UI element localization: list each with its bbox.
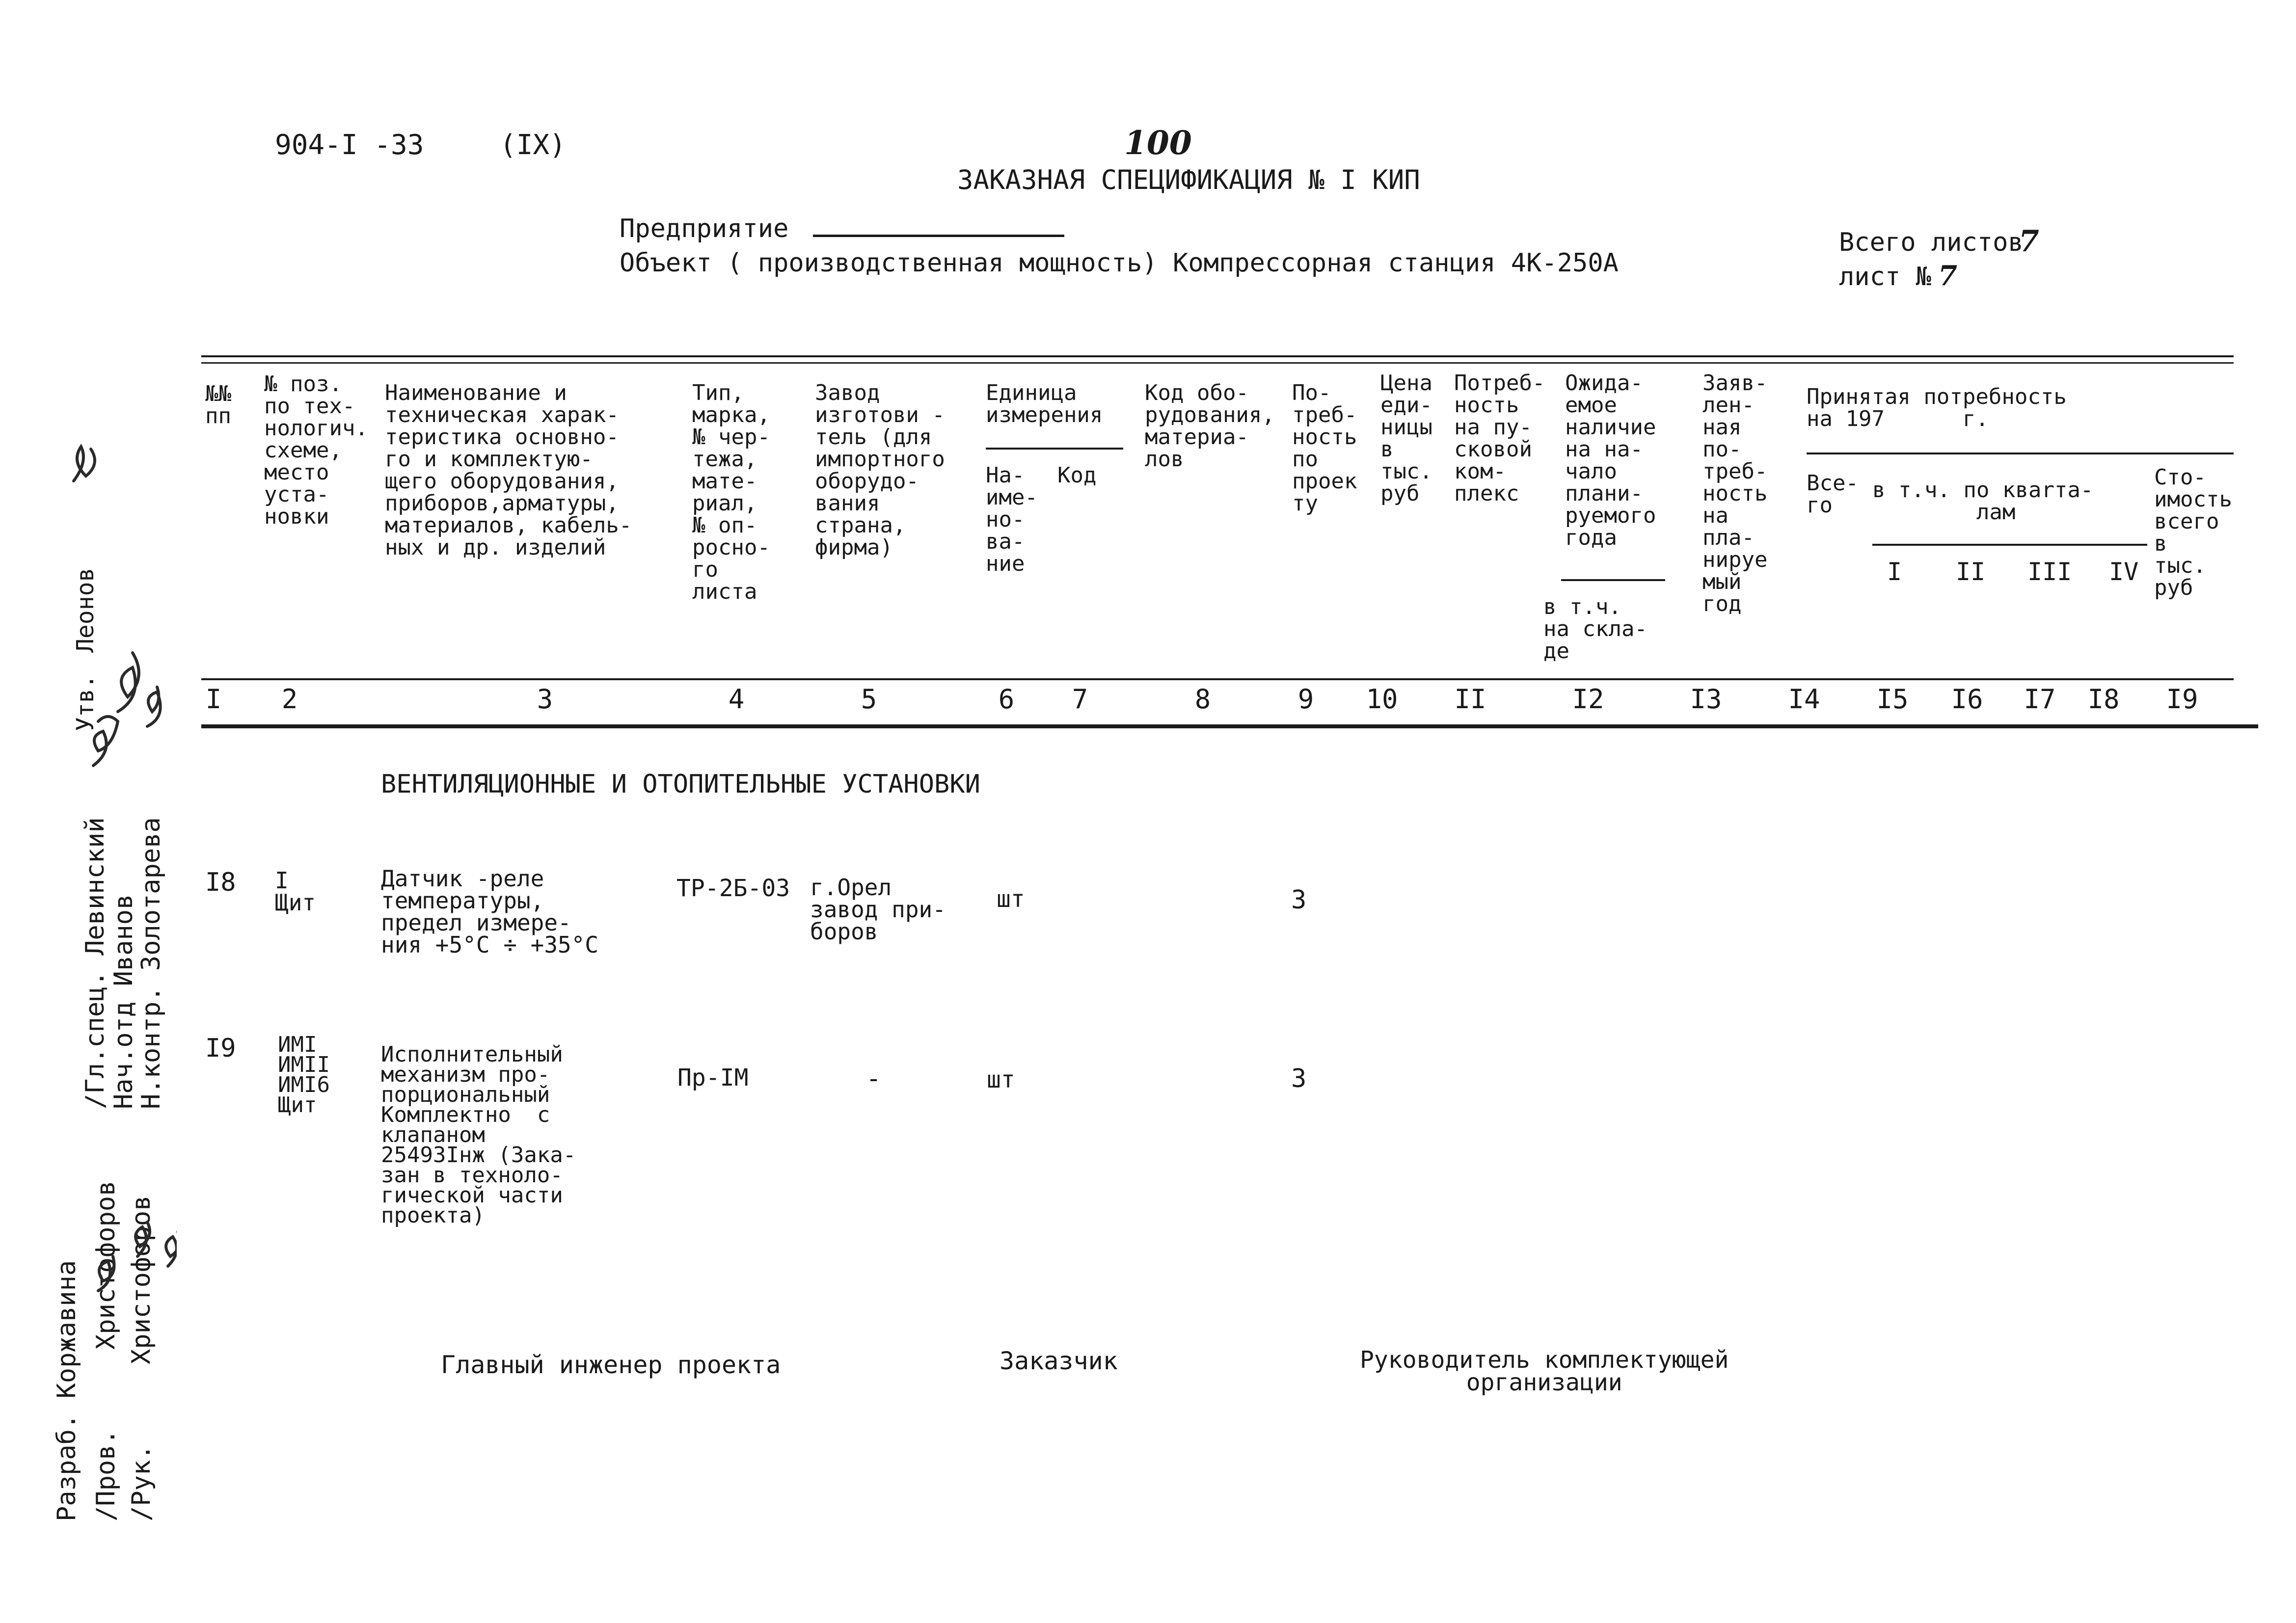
header-col-3: Наименование и техническая харак- теристика основно- го и комплектую- щего оборудования, приборов,арматуры, материалов, кабель- ных и др. изделий — [385, 380, 632, 560]
column-number: I3 — [1690, 684, 1722, 715]
row-unit: шт — [997, 885, 1025, 913]
customer-label: Заказчик — [999, 1347, 1118, 1375]
header-col-4: Тип, марка, № чер- тежа, мате- риал, № оп- росно- го листа — [692, 380, 770, 604]
column-number: 4 — [728, 684, 745, 715]
stamp-developer: Разраб. Коржавина — [52, 1260, 81, 1521]
header-col-15: I — [1887, 558, 1902, 586]
row-name: Исполнительный механизм про- порциональный Комплектно с клапаном 25493Iнж (Зака- зан в техноло- гической части проекта) — [381, 1042, 576, 1228]
page-number: 100 — [1124, 124, 1192, 162]
row-manufacturer: - — [866, 1064, 882, 1093]
row-quantity: 3 — [1291, 1064, 1307, 1093]
col-12-sub-rule — [1561, 579, 1665, 581]
numbers-top-rule — [201, 678, 2234, 680]
header-col-7: Код — [1057, 463, 1097, 488]
enterprise-label: Предприятие — [620, 214, 789, 243]
document-title: ЗАКАЗНАЯ СПЕЦИФИКАЦИЯ № I КИП — [957, 164, 1420, 195]
row-unit: шт — [987, 1066, 1015, 1093]
header-col-19: Сто- имость всего в тыс. руб — [2154, 465, 2232, 600]
signature-mark — [74, 447, 95, 481]
header-col-1: №№ пп — [205, 381, 231, 428]
row-name: Датчик -реле температуры, предел измере- ния +5°С ÷ +35°С — [381, 865, 599, 958]
enterprise-blank-line — [813, 235, 1064, 237]
row-number: I8 — [205, 868, 236, 897]
stamp-head-name: Христофоров — [127, 1195, 156, 1364]
chief-engineer-label: Главный инженер проекта — [441, 1351, 781, 1379]
column-number: 7 — [1072, 684, 1088, 715]
row-type: Пр-IМ — [677, 1064, 749, 1091]
header-col-8: Код обо- рудования, материа- лов — [1145, 380, 1275, 472]
signature-mark — [135, 1222, 150, 1256]
stamp-approved-label: Утв. — [72, 674, 99, 731]
document-code: 904-I -33 — [275, 129, 424, 161]
stamp-head-label: /Рук. — [127, 1444, 156, 1521]
sheet-label: лист № — [1839, 262, 1931, 292]
column-number: 5 — [861, 684, 877, 715]
row-type: ТР-2Б-03 — [676, 875, 790, 902]
stamp-chief-specialist: /Гл.спец. Левинский — [81, 817, 110, 1109]
total-sheets-label: Всего листов — [1839, 228, 2024, 257]
sheet-value: 7 — [1938, 260, 1957, 292]
object-line: Объект ( производственная мощность) Компрессорная станция 4К-250А — [620, 248, 1619, 278]
signature-mark — [166, 1232, 177, 1266]
column-number: I9 — [2166, 684, 2198, 715]
column-number: I8 — [2087, 684, 2120, 715]
column-number: 2 — [281, 684, 298, 715]
row-manufacturer: г.Орел завод при- боров — [810, 874, 946, 945]
header-quarters-group: в т.ч. по квarта- лам — [1872, 478, 2094, 525]
table-top-rule-2 — [201, 362, 2234, 364]
column-number: I4 — [1788, 684, 1820, 715]
header-accepted-group: Принятая потребность на 197 г. — [1807, 384, 2067, 431]
signature-mark — [98, 1256, 114, 1291]
table-top-rule — [201, 355, 2234, 357]
numbers-bottom-rule — [201, 724, 2258, 728]
row-position: ИМI ИМII ИМI6 Щит — [278, 1032, 330, 1117]
header-col-17: III — [2027, 558, 2072, 586]
column-number: I6 — [1951, 684, 1983, 715]
quarters-group-rule — [1872, 544, 2147, 546]
column-number: I2 — [1572, 684, 1604, 715]
stamp-checked-label: /Пров. — [91, 1429, 121, 1521]
header-col-2: № поз. по тех- нологич. схеме, место уста- новки — [264, 372, 368, 529]
header-col-12-sub: в т.ч. на скла- де — [1543, 594, 1648, 664]
column-numbers — [201, 686, 2234, 716]
column-number: I5 — [1876, 684, 1909, 715]
column-number: I — [205, 684, 222, 715]
head-org-label: Руководитель комплектующей организации — [1360, 1346, 1729, 1396]
header-col-5: Завод изготови - тель (для импортного оборудо- вания страна, фирма) — [815, 380, 945, 560]
column-number: 3 — [537, 684, 553, 715]
total-sheets-value: 7 — [2019, 224, 2039, 259]
volume-number: (IX) — [500, 129, 566, 161]
column-number: 9 — [1297, 684, 1314, 715]
header-col-14: Все- го — [1807, 471, 1859, 518]
stamp-checked-name: Христофоров — [91, 1180, 121, 1350]
header-col-16: II — [1956, 558, 1986, 586]
header-unit-group: Единица измерения — [986, 380, 1103, 427]
signature-mark — [118, 653, 139, 712]
column-number: I7 — [2024, 684, 2056, 715]
row-quantity: 3 — [1291, 885, 1307, 915]
row-number: I9 — [205, 1034, 236, 1063]
section-title: ВЕНТИЛЯЦИОННЫЕ И ОТОПИТЕЛЬНЫЕ УСТАНОВКИ — [381, 770, 980, 799]
stamp-dept-head: Нач.отд Иванов — [109, 894, 138, 1109]
header-col-12: Ожида- емое наличие на на- чало плани- руемого года — [1565, 371, 1656, 550]
column-number: 8 — [1194, 684, 1211, 715]
column-number: 6 — [998, 684, 1015, 715]
header-col-10: Цена еди- ницы в тыс. руб — [1380, 371, 1432, 506]
column-number: II — [1454, 684, 1486, 715]
stamp-norm-control: Н.контр. Золотарева — [136, 817, 166, 1109]
signature-mark — [93, 717, 118, 766]
signature-mark — [147, 687, 161, 726]
handwritten-signatures — [39, 393, 177, 1521]
accepted-group-rule — [1807, 452, 2234, 454]
header-col-13: Заяв- лен- ная по- треб- ность на пла- нируе мый год — [1702, 371, 1768, 616]
column-number: 10 — [1366, 684, 1398, 715]
row-position: I Щит — [275, 867, 316, 916]
header-col-9: По- треб- ность по проек ту — [1292, 380, 1357, 516]
header-col-18: IV — [2109, 558, 2139, 586]
header-col-11: Потреб- ность на пу- сковой ком- плекс — [1454, 371, 1545, 506]
stamp-approver-name: Леонов — [72, 567, 99, 653]
unit-group-rule — [986, 448, 1123, 450]
header-col-6: На- име- но- ва- ние — [986, 463, 1038, 576]
